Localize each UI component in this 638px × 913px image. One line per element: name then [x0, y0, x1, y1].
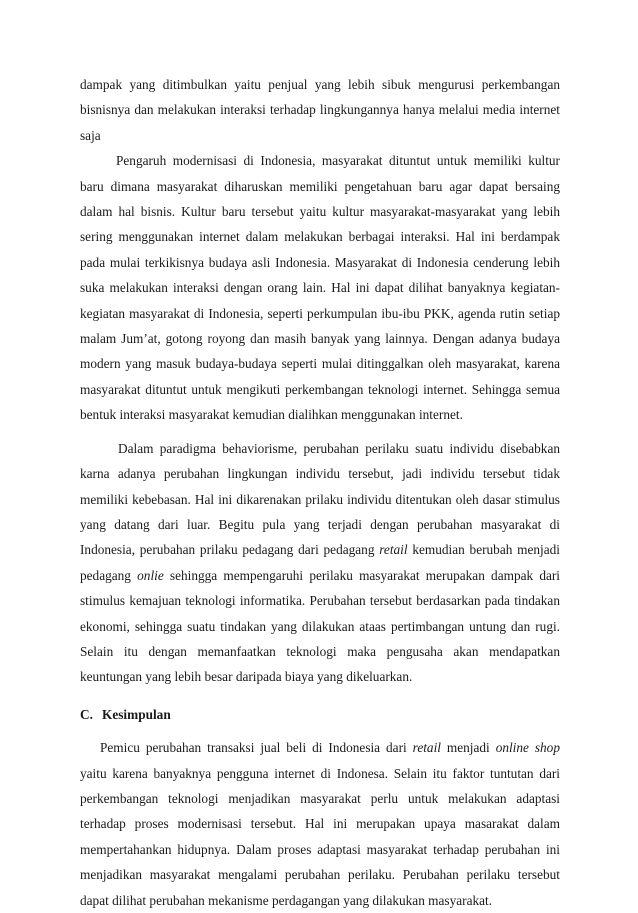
text-run: yaitu karena banyaknya pengguna internet di Indonesa. Selain itu faktor tuntutan dari perkembangan teknologi menjadikan masyarakat perlu untuk melakukan adaptasi terhadap proses modernisasi tersebut. Hal ini merupakan upaya masarakat dalam mempertahankan hidupnya. Dalam proses adaptasi masyarakat terhadap perubahan ini menjadikan masyarakat mengalami perubahan perilaku. Perubahan perilaku tersebut dapat dilihat perubahan mekanisme perdagangan yang dilakukan masyarakat. — [80, 765, 560, 908]
text-run: Dalam paradigma behaviorisme, perubahan perilaku suatu individu disebabkan karna adanya perubahan lingkungan individu tersebut, jadi individu tersebut tidak memiliki kebebasan. Hal ini dikarenakan prilaku individu ditentukan oleh dasar stimulus yang datang dari luar. Begitu pula yang terjadi dengan perubahan masyarakat di Indonesia, perubahan prilaku pedagang dari pedagang — [80, 440, 560, 558]
italic-term-online-shop: online shop — [495, 740, 560, 756]
section-heading — [80, 702, 560, 727]
paragraph-behaviorisme — [80, 436, 560, 690]
text-run: menjadi — [440, 740, 496, 756]
section-title: Kesimpulan — [102, 706, 171, 722]
document-page — [80, 72, 560, 913]
section-number: C. — [80, 706, 93, 722]
italic-term-retail: retail — [412, 740, 441, 756]
paragraph-kesimpulan — [80, 735, 560, 913]
italic-term-onlie: onlie — [137, 567, 164, 583]
paragraph-modernisasi: Pengaruh modernisasi di Indonesia, masyarakat dituntut untuk memiliki kultur baru dimana masyarakat diharuskan memiliki pengetahuan baru agar dapat bersaing dalam hal bisnis. Kultur baru tersebut yaitu kultur masyarakat-masyarakat yang lebih sering menggunakan internet dalam melakukan berbagai interaksi. Hal ini berdampak pada mulai terkikisnya budaya asli Indonesia. Masyarakat di Indonesia cenderung lebih suka melakukan interaksi dengan orang lain. Hal ini dapat dilihat banyaknya kegiatan-kegiatan masyarakat di Indonesia, seperti perkumpulan ibu-ibu PKK, agenda rutin setiap malam Jum’at, gotong royong dan masih banyak yang lainnya. Dengan adanya budaya modern yang masuk budaya-budaya seperti mulai ditinggalkan oleh masyarakat, karena masyarakat dituntut untuk mengikuti perkembangan teknologi internet. Sehingga semua bentuk interaksi masyarakat kemudian dialihkan menggunakan internet. — [80, 153, 560, 423]
text-run: kemudian berubah menjadi pedagang — [80, 542, 560, 583]
text-run: Pemicu perubahan transaksi jual beli di Indonesia dari — [100, 740, 413, 756]
text-run: sehingga mempengaruhi perilaku masyarakat merupakan dampak dari stimulus kemajuan teknologi informatika. Perubahan tersebut berdasarkan pada tindakan ekonomi, sehingga suatu tindakan yang dilakukan ataas pertimbangan untung dan rugi. Selain itu dengan memanfaatkan teknologi maka pengusaha akan mendapatkan keuntungan yang lebih besar daripada biaya yang dikeluarkan. — [80, 567, 560, 685]
italic-term-retail: retail — [379, 542, 408, 558]
paragraph-dampak: dampak yang ditimbulkan yaitu penjual yang lebih sibuk mengurusi perkembangan bisnisnya dan melakukan interaksi terhadap lingkungannya hanya melalui media internet saja — [80, 77, 560, 143]
